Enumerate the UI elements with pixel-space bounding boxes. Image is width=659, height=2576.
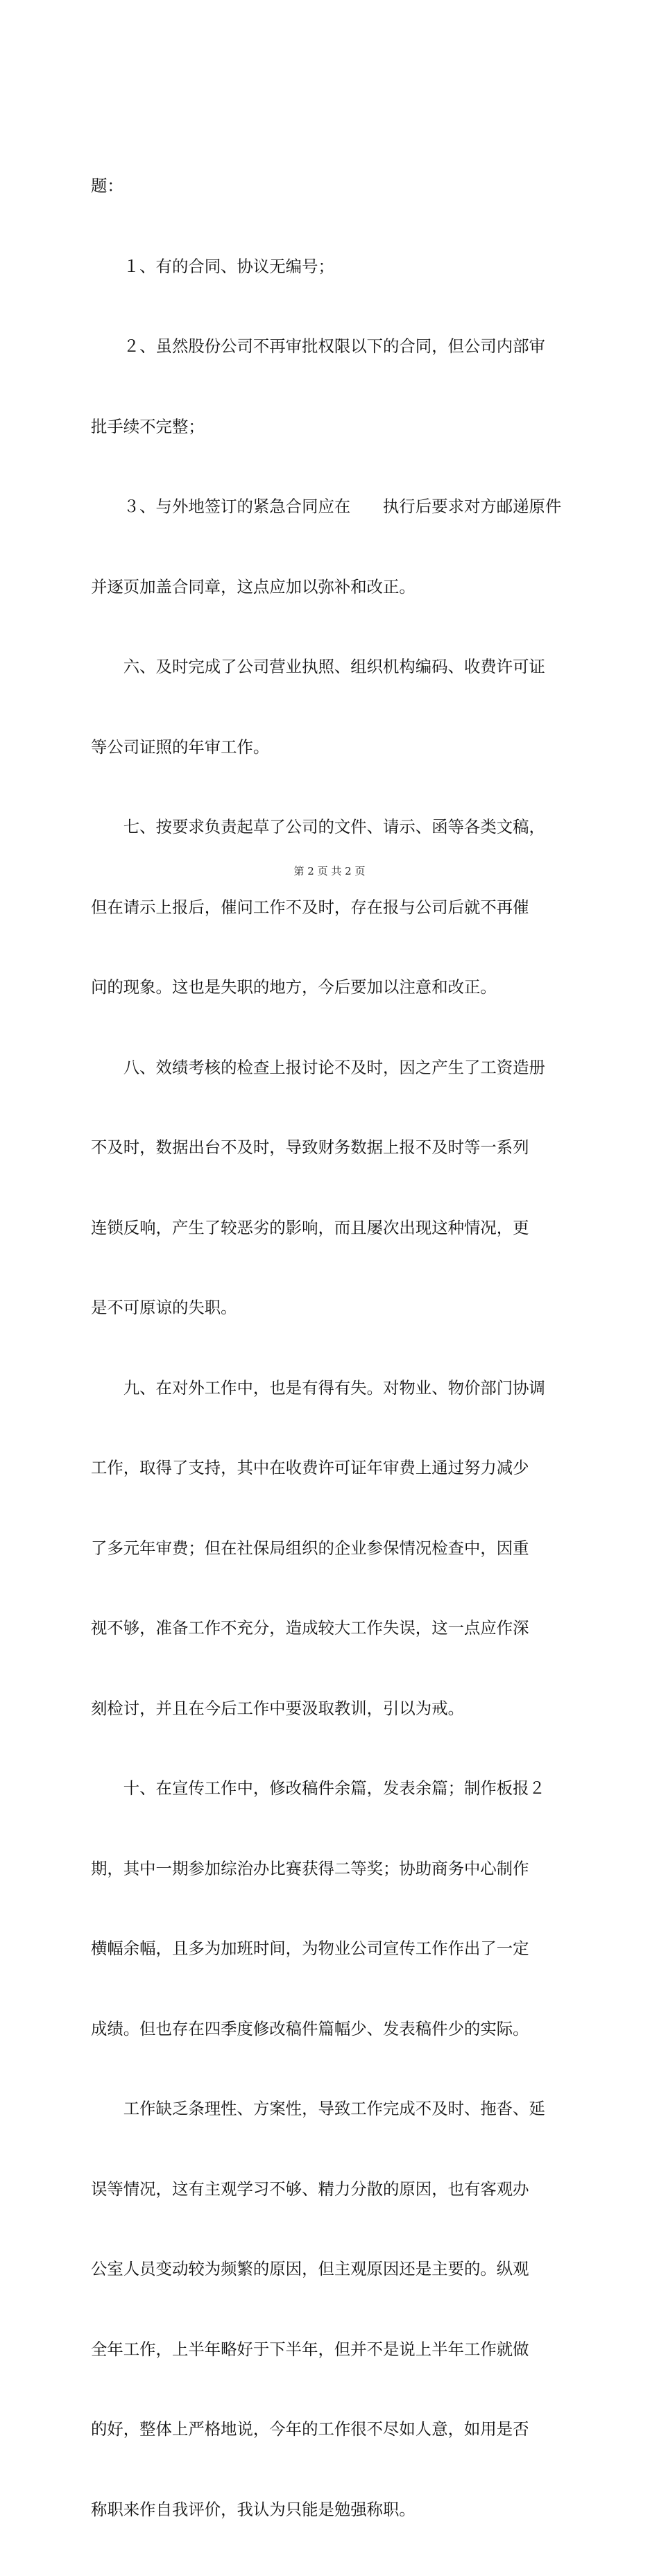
text-line: 十、在宣传工作中，修改稿件余篇，发表余篇；制作板报２: [91, 1778, 545, 1798]
text-line: ３、与外地签订的紧急合同应在 执行后要求对方邮递原件: [91, 497, 562, 516]
text-line: 横幅余幅，且多为加班时间，为物业公司宣传工作作出了一定: [91, 1939, 529, 1958]
text-line: 但在请示上报后，催问工作不及时，存在报与公司后就不再催: [91, 897, 529, 917]
body-paragraph: [91, 119, 576, 2576]
text-line: 全年工作，上半年略好于下半年，但并不是说上半年工作就做: [91, 2339, 529, 2359]
text-line: 并逐页加盖合同章，这点应加以弥补和改正。: [91, 576, 416, 596]
text-line: 了多元年审费；但在社保局组织的企业参保情况检查中，因重: [91, 1538, 529, 1558]
text-line: 连锁反响，产生了较恶劣的影响，而且屡次出现这种情况，更: [91, 1217, 529, 1237]
text-line: １、有的合同、协议无编号；: [91, 256, 334, 276]
text-line: 批手续不完整；: [91, 416, 205, 436]
text-line: 七、按要求负责起草了公司的文件、请示、函等各类文稿，: [91, 817, 545, 836]
text-line: 工作，取得了支持，其中在收费许可证年审费上通过努力减少: [91, 1458, 529, 1477]
text-line: 等公司证照的年审工作。: [91, 737, 270, 757]
text-line: 题：: [91, 176, 123, 196]
text-line: 八、效绩考核的检查上报讨论不及时，因之产生了工资造册: [91, 1057, 545, 1077]
text-line: 六、及时完成了公司营业执照、组织机构编码、收费许可证: [91, 657, 545, 676]
text-line: 是不可原谅的失职。: [91, 1298, 237, 1317]
text-line: 误等情况，这有主观学习不够、精力分散的原因，也有客观办: [91, 2179, 529, 2199]
text-line: 不及时，数据出台不及时，导致财务数据上报不及时等一系列: [91, 1137, 529, 1157]
text-line: 称职来作自我评价，我认为只能是勉强称职。: [91, 2499, 416, 2519]
text-line: 问的现象。这也是失职的地方，今后要加以注意和改正。: [91, 977, 497, 997]
text-line: 工作缺乏条理性、方案性，导致工作完成不及时、拖沓、延: [91, 2099, 545, 2118]
text-line: 九、在对外工作中，也是有得有失。对物业、物价部门协调: [91, 1377, 545, 1398]
page-footer: [0, 864, 659, 878]
text-line: 的好，整体上严格地说，今年的工作很不尽如人意，如用是否: [91, 2419, 529, 2439]
text-line: 期，其中一期参加综治办比赛获得二等奖；协助商务中心制作: [91, 1858, 529, 1878]
page-number-label: 第 2 页 共 2 页: [293, 865, 366, 877]
text-line: 公室人员变动较为频繁的原因，但主观原因还是主要的。纵观: [91, 2259, 529, 2278]
text-line: 刻检讨，并且在今后工作中要汲取教训，引以为戒。: [91, 1698, 464, 1718]
text-line: ２、虽然股份公司不再审批权限以下的合同，但公司内部审: [91, 336, 545, 356]
text-line: 视不够，准备工作不充分，造成较大工作失误，这一点应作深: [91, 1618, 529, 1638]
text-line: 成绩。但也存在四季度修改稿件篇幅少、发表稿件少的实际。: [91, 2018, 529, 2038]
document-body: [91, 119, 576, 2576]
